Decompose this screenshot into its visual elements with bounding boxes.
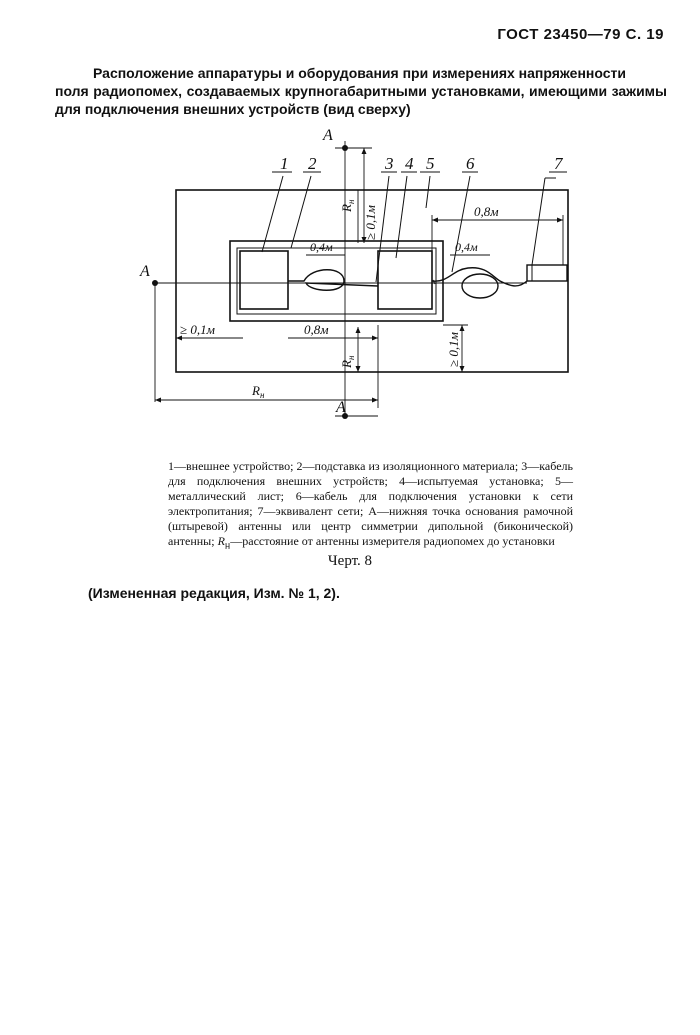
dim-rn-bottom: $R_н$ <box>252 383 265 400</box>
figure-diagram <box>0 120 700 430</box>
power-cable-loop <box>462 274 498 298</box>
point-a-top: A <box>323 127 333 144</box>
dim-01-top: ≥ 0,1м <box>363 205 378 240</box>
dim-rn-middle: $R_н$ <box>339 355 356 368</box>
callout-7: 7 <box>554 154 563 173</box>
dim-08-top: 0,8м <box>474 204 499 219</box>
caption-text: 1—внешнее устройство; 2—подставка из изоляционного материала; 3—кабель для подключения внешних устройств; 4—испытуемая установка; 5—металлический лист; 6—кабель для подключения установки к сети электропитания; 7—эквивалент сети; A—нижняя точка основания рамочной (штыревой) антенны или центр симметрии дипольной (биконической) антенны; <box>168 459 573 548</box>
connection-cable <box>288 270 378 291</box>
revision-note: (Измененная редакция, Изм. № 1, 2). <box>88 585 340 601</box>
callout-4: 4 <box>405 154 414 173</box>
network-equivalent <box>527 265 567 281</box>
title-rest: поля радиопомех, создаваемых крупногабаритными установками, имеющими зажимы для подключения внешних устройств (вид сверху) <box>55 83 667 117</box>
section-title <box>55 64 667 118</box>
caption-rn-symbol: R <box>217 534 225 548</box>
callout-2: 2 <box>308 154 317 173</box>
dim-04-left: 0,4м <box>310 240 333 254</box>
page-header: ГОСТ 23450—79 С. 19 <box>497 26 664 43</box>
title-line-1: Расположение аппаратуры и оборудования при измерениях напряженности <box>93 65 626 81</box>
unit-under-test <box>378 251 432 309</box>
dim-08-bottom: 0,8м <box>304 322 329 337</box>
caption-tail: —расстояние от антенны измерителя радиопомех до установки <box>230 534 555 548</box>
caption-rn-sub: н <box>224 540 231 552</box>
dim-01-left: ≥ 0,1м <box>180 322 215 337</box>
point-a-left: A <box>140 263 150 280</box>
external-device <box>240 251 288 309</box>
callout-5: 5 <box>426 154 435 173</box>
callout-3: 3 <box>385 154 394 173</box>
point-a-bottom: A <box>336 399 346 416</box>
figure-label: Черт. 8 <box>327 553 373 569</box>
callout-6: 6 <box>466 154 475 173</box>
callout-1: 1 <box>280 154 289 173</box>
dim-04-right: 0,4м <box>455 240 478 254</box>
figure-caption <box>168 459 573 553</box>
dim-01-right: ≥ 0,1м <box>446 332 461 367</box>
dim-rn-top: $R_н$ <box>339 199 356 212</box>
